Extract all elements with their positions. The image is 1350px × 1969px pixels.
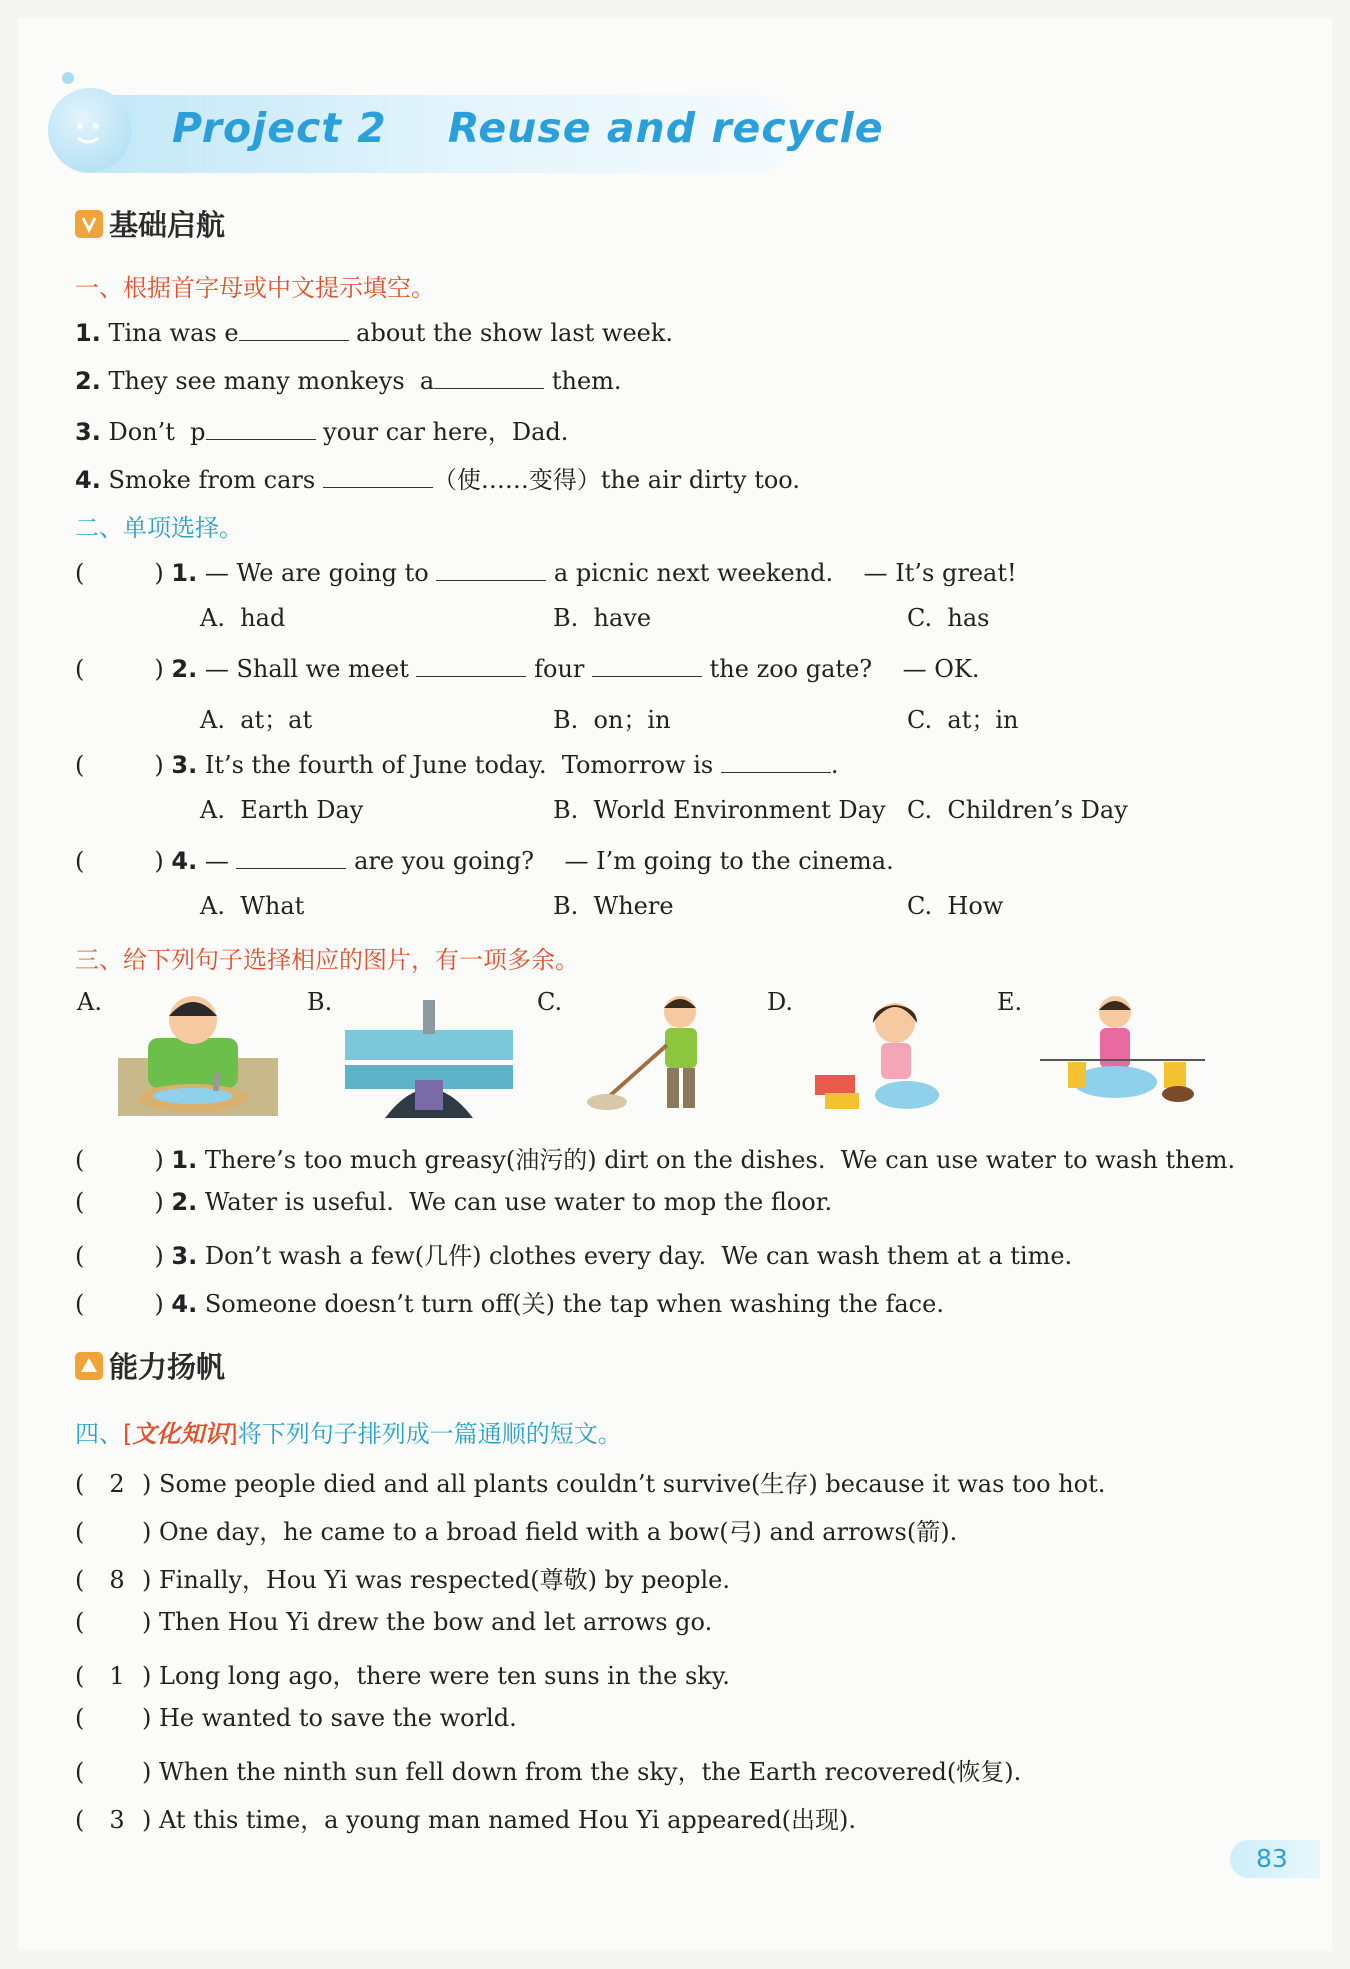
picture-b-water-pipe <box>345 990 513 1118</box>
q2-item-4: ( ) 4. — are you going? — I’m going to the cinema. <box>75 844 894 875</box>
section-basics-title: 基础启航 <box>109 208 226 242</box>
q2-heading: 二、单项选择。 <box>75 514 243 542</box>
q1-item-1: 1. Tina was e about the show last week. <box>75 316 673 347</box>
option[interactable]: B. World Environment Day <box>553 796 886 824</box>
q1-item-2: 2. They see many monkeys a them. <box>75 364 622 395</box>
answer-paren[interactable]: 2 <box>109 1470 125 1498</box>
answer-blank[interactable] <box>721 748 831 773</box>
q2-item-1: ( ) 1. — We are going to a picnic next weekend. — It’s great! <box>75 556 1017 587</box>
q1-heading: 一、根据首字母或中文提示填空。 <box>75 274 435 302</box>
section-basics-heading <box>75 203 225 244</box>
option[interactable]: A. Earth Day <box>200 796 364 824</box>
q3-item-3: ( ) 3. Don’t wash a few(几件) clothes every day. We can wash them at a time. <box>75 1242 1073 1270</box>
q4-item: ( 8 ) Finally，Hou Yi was respected(尊敬) by people. <box>75 1566 730 1594</box>
section-ability-icon <box>75 1352 103 1380</box>
q4-item: ( ) When the ninth sun fell down from the sky，the Earth recovered(恢复). <box>75 1758 1022 1786</box>
q3-item-2: ( ) 2. Water is useful. We can use water to mop the floor. <box>75 1188 833 1216</box>
q2-item-2: ( ) 2. — Shall we meet four the zoo gate? — OK. <box>75 652 980 683</box>
q4-item: ( ) Then Hou Yi drew the bow and let arrows go. <box>75 1608 713 1636</box>
picture-e-woman-washing-dishes <box>1040 990 1205 1114</box>
answer-blank[interactable] <box>434 364 544 389</box>
option[interactable]: C. How <box>907 892 1004 920</box>
option[interactable]: A. had <box>200 604 286 632</box>
q4-item: ( ) He wanted to save the world. <box>75 1704 517 1732</box>
picture-c-boy-mopping <box>585 990 733 1118</box>
picture-d-girl-washing-clothes <box>815 995 955 1117</box>
answer-blank[interactable] <box>592 652 702 677</box>
option[interactable]: C. at；in <box>907 706 1019 734</box>
answer-blank[interactable] <box>236 844 346 869</box>
q4-item: ( 1 ) Long long ago，there were ten suns in the sky. <box>75 1662 730 1690</box>
answer-blank[interactable] <box>239 316 349 341</box>
title-badge-icon <box>48 88 132 172</box>
q3-item-4: ( ) 4. Someone doesn’t turn off(关) the tap when washing the face. <box>75 1290 944 1318</box>
title-dot <box>62 72 74 84</box>
answer-blank[interactable] <box>323 463 433 488</box>
answer-blank[interactable] <box>416 652 526 677</box>
section-ability-heading <box>75 1345 225 1386</box>
q1-item-3: 3. Don’t p your car here，Dad. <box>75 412 568 447</box>
picture-label-c: C. <box>537 988 563 1016</box>
q2-item-3: ( ) 3. It’s the fourth of June today. Tomorrow is . <box>75 748 838 779</box>
section-basics-icon <box>75 210 103 238</box>
picture-a-boy-washing-face <box>118 988 280 1118</box>
q3-heading: 三、给下列句子选择相应的图片，有一项多余。 <box>75 946 579 974</box>
option[interactable]: C. has <box>907 604 990 632</box>
answer-paren[interactable]: 8 <box>109 1566 125 1594</box>
q4-item: ( 3 ) At this time，a young man named Hou Yi appeared(出现). <box>75 1806 857 1834</box>
picture-label-e: E. <box>997 988 1023 1016</box>
answer-blank[interactable] <box>436 556 546 581</box>
option[interactable]: B. Where <box>553 892 674 920</box>
option[interactable]: A. What <box>200 892 305 920</box>
page-title: Project 2 Reuse and recycle <box>172 104 884 152</box>
culture-tag: 文化知识 <box>132 1419 229 1448</box>
q4-item: ( 2 ) Some people died and all plants couldn’t survive(生存) because it was too hot. <box>75 1470 1106 1498</box>
answer-paren[interactable]: 3 <box>109 1806 125 1834</box>
q4-item: ( ) One day，he came to a broad field with a bow(弓) and arrows(箭). <box>75 1518 958 1546</box>
q3-item-1: ( ) 1. There’s too much greasy(油污的) dirt on the dishes. We can use water to wash them. <box>75 1146 1236 1174</box>
picture-label-b: B. <box>307 988 333 1016</box>
option[interactable]: A. at；at <box>200 706 313 734</box>
picture-label-d: D. <box>767 988 794 1016</box>
option[interactable]: C. Children’s Day <box>907 796 1128 824</box>
q1-item-4: 4. Smoke from cars （使……变得）the air dirty too. <box>75 460 800 495</box>
section-ability-title: 能力扬帆 <box>109 1350 226 1384</box>
q4-heading: 四、[文化知识]将下列句子排列成一篇通顺的短文。 <box>75 1419 622 1448</box>
option[interactable]: B. on；in <box>553 706 671 734</box>
page-number: 83 <box>1230 1840 1320 1878</box>
option[interactable]: B. have <box>553 604 652 632</box>
answer-paren[interactable]: 1 <box>109 1662 125 1690</box>
picture-label-a: A. <box>77 988 102 1016</box>
answer-blank[interactable] <box>206 415 316 440</box>
